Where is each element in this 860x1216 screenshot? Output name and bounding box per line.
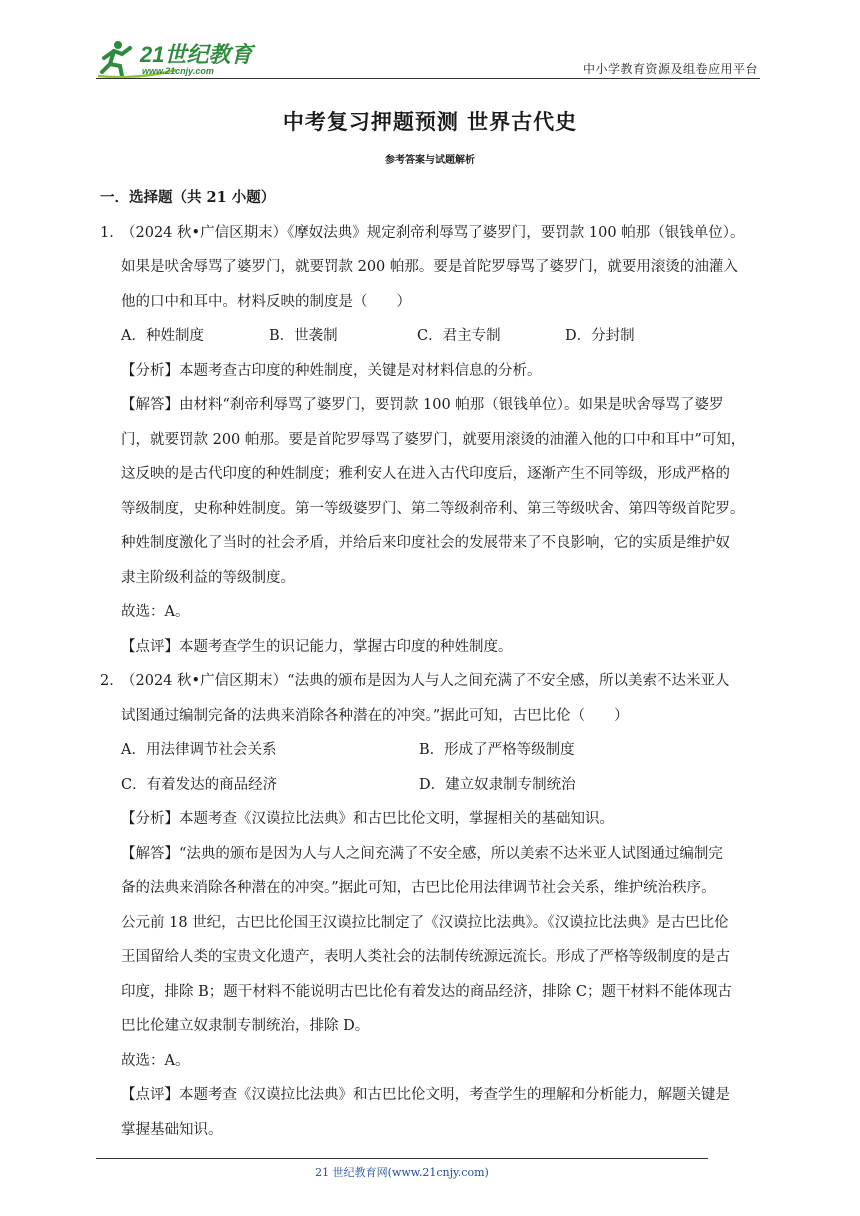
option-b: B．形成了严格等级制度 bbox=[419, 742, 575, 758]
analysis: 【分析】本题考查古印度的种姓制度，关键是对材料信息的分析。 bbox=[121, 362, 542, 379]
answer-line: 这反映的是古代印度的种姓制度；雅利安人在进入古代印度后，逐渐产生不同等级，形成严格的 bbox=[121, 466, 730, 482]
section-heading: 一．选择题（共 21 小题） bbox=[100, 189, 276, 206]
question-2 bbox=[100, 664, 764, 699]
question-1 bbox=[100, 216, 764, 251]
question-stem-line: 他的口中和耳中。材料反映的制度是（ ） bbox=[121, 293, 411, 310]
answer-line: 备的法典来消除各种潜在的冲突。”据此可知，古巴比伦用法律调节社会关系，维护统治秩序。 bbox=[121, 880, 716, 896]
option-b: B．世袭制 bbox=[269, 328, 338, 344]
logo-text: 21世纪教育 bbox=[140, 42, 253, 67]
platform-name: 中小学教育资源及组卷应用平台 bbox=[582, 62, 758, 76]
runner-logo-icon bbox=[96, 36, 266, 80]
option-a: A．种姓制度 bbox=[121, 328, 204, 344]
footer-link[interactable]: 21 世纪教育网(www.21cnjy.com) bbox=[315, 1166, 489, 1179]
answer-options bbox=[121, 319, 764, 354]
answer-options bbox=[121, 733, 764, 768]
answer-line: 隶主阶级利益的等级制度。 bbox=[121, 569, 295, 586]
comment: 【点评】本题考查学生的识记能力，掌握古印度的种姓制度。 bbox=[121, 638, 513, 655]
answer-line: 巴比伦建立奴隶制专制统治，排除 D。 bbox=[121, 1018, 370, 1034]
answer-line: 印度，排除 B；题干材料不能说明古巴比伦有着发达的商品经济，排除 C；题干材料不能体现古 bbox=[121, 983, 732, 1000]
footer-divider bbox=[96, 1158, 708, 1159]
page-header bbox=[96, 36, 760, 80]
option-a: A．用法律调节社会关系 bbox=[121, 742, 277, 758]
comment: 掌握基础知识。 bbox=[121, 1121, 223, 1138]
option-d: D．分封制 bbox=[565, 328, 635, 344]
answer-options bbox=[121, 768, 764, 803]
answer-line: 公元前 18 世纪，古巴比伦国王汉谟拉比制定了《汉谟拉比法典》。《汉谟拉比法典》是古巴比伦 bbox=[121, 914, 729, 931]
question-number: 2． bbox=[100, 673, 124, 689]
option-d: D．建立奴隶制专制统治 bbox=[419, 776, 576, 793]
answer-line: 门，就要罚款 200 帕那。要是首陀罗辱骂了婆罗门，就要用滚烫的油灌入他的口中和耳中”可知， bbox=[121, 431, 746, 448]
comment: 【点评】本题考查《汉谟拉比法典》和古巴比伦文明，考查学生的理解和分析能力，解题关键是 bbox=[121, 1087, 730, 1103]
option-c: C．君主专制 bbox=[417, 328, 501, 344]
logo-url: www.21cnjy.com bbox=[142, 66, 214, 76]
page-title: 中考复习押题预测 世界古代史 bbox=[282, 109, 578, 134]
choice: 故选：A。 bbox=[121, 604, 190, 620]
site-logo[interactable] bbox=[96, 36, 266, 80]
answer-line: 王国留给人类的宝贵文化遗产，表明人类社会的法制传统源远流长。形成了严格等级制度的是古 bbox=[121, 949, 730, 965]
choice: 故选：A。 bbox=[121, 1052, 190, 1069]
option-c: C．有着发达的商品经济 bbox=[121, 776, 278, 793]
question-stem: （2024 秋•广信区期末）“法典的颁布是因为人与人之间充满了不安全感，所以美索不达米亚人 bbox=[121, 673, 730, 689]
answer-line: 等级制度，史称种姓制度。第一等级婆罗门、第二等级刹帝利、第三等级吠舍、第四等级首陀罗。 bbox=[121, 500, 745, 517]
analysis: 【分析】本题考查《汉谟拉比法典》和古巴比伦文明，掌握相关的基础知识。 bbox=[121, 811, 614, 827]
question-stem-line: 试图通过编制完备的法典来消除各种潜在的冲突。”据此可知，古巴比伦（ ） bbox=[121, 707, 629, 724]
answer-line: 【解答】由材料“刹帝利辱骂了婆罗门，要罚款 100 帕那（银钱单位）。如果是吠舍辱骂了婆罗 bbox=[121, 397, 724, 413]
answer-line: 种姓制度激化了当时的社会矛盾，并给后来印度社会的发展带来了不良影响，它的实质是维护奴 bbox=[121, 535, 730, 551]
document-body bbox=[100, 181, 764, 1147]
question-number: 1． bbox=[100, 224, 124, 241]
header-divider bbox=[96, 78, 760, 79]
question-stem-line: 如果是吠舍辱骂了婆罗门，就要罚款 200 帕那。要是首陀罗辱骂了婆罗门，就要用滚烫的油灌入 bbox=[121, 259, 738, 275]
page-subtitle: 参考答案与试题解析 bbox=[385, 155, 475, 166]
answer-line: 【解答】“法典的颁布是因为人与人之间充满了不安全感，所以美索不达米亚人试图通过编制完 bbox=[121, 845, 723, 862]
question-stem: （2024 秋•广信区期末）《摩奴法典》规定刹帝利辱骂了婆罗门，要罚款 100 帕那（银钱单位）。 bbox=[121, 224, 745, 241]
